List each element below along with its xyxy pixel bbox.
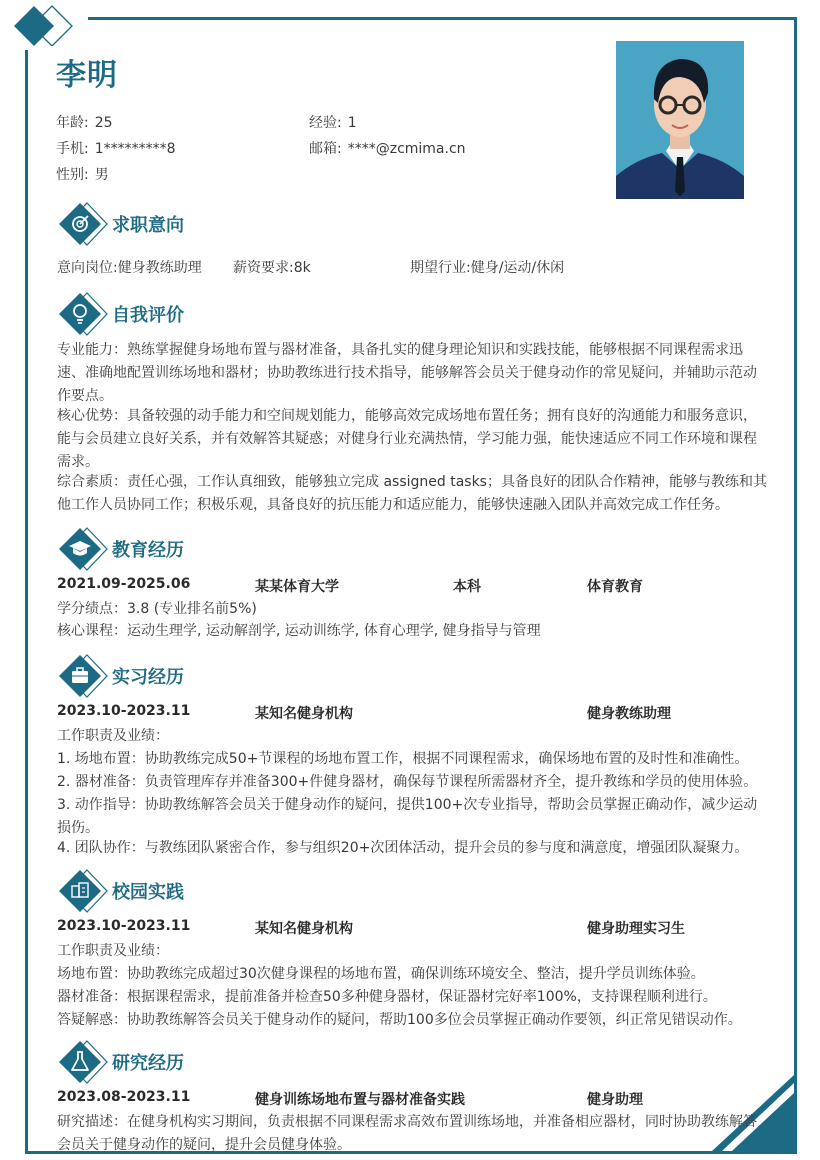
frame-top-border	[88, 17, 797, 20]
section-header-internship	[58, 654, 184, 698]
campus-duties-heading: 工作职责及业绩：	[57, 943, 169, 959]
self-eval-strengths: 核心优势：具备较强的动手能力和空间规划能力，能够高效完成场地布置任务；拥有良好的沟通能力和服务意识，能与会员建立良好关系，并有效解答其疑惑；对健身行业充满热情，学习能力强，能快速适应不同工作环境和课程需求。	[57, 408, 757, 470]
frame-left-border	[25, 50, 28, 1154]
intent-position	[57, 257, 202, 277]
flask-icon	[58, 1040, 108, 1084]
graduation-cap-icon	[58, 527, 108, 571]
position-value: 健身教练助理	[117, 260, 202, 276]
research-description: 研究描述：在健身机构实习期间，负责根据不同课程需求高效布置训练场地，并准备相应器材，同时协助教练解答会员关于健身动作的疑问，提升会员健身体验。	[57, 1114, 757, 1153]
gender-field	[56, 164, 109, 184]
internship-item-equipment: 2. 器材准备：负责管理库存并准备300+件健身器材，确保每节课程所需器材齐全，提升教练和学员的使用体验。	[57, 774, 758, 790]
self-eval-qualities: 综合素质：责任心强，工作认真细致，能够独立完成 assigned tasks；具备良好的团队合作精神，能够与教练和其他工作人员协同工作；积极乐观，具备良好的抗压能力和适应能力，能够快速融入团队并高效完成工作任务。	[57, 474, 767, 513]
section-header-campus	[58, 869, 184, 913]
section-title: 自我评价	[112, 305, 184, 326]
section-title: 教育经历	[112, 540, 184, 561]
campus-org: 某知名健身机构	[255, 921, 353, 937]
industry-value: 健身/运动/休闲	[470, 260, 565, 276]
section-title: 研究经历	[112, 1053, 184, 1074]
education-courses: 核心课程：运动生理学, 运动解剖学, 运动训练学, 体育心理学, 健身指导与管理	[57, 623, 541, 639]
experience-label: 经验:	[309, 115, 342, 131]
internship-item-teamwork: 4. 团队协作：与教练团队紧密合作，参与组织20+次团体活动，提升会员的参与度和满意度，增强团队凝聚力。	[57, 840, 749, 856]
education-major: 体育教育	[587, 579, 643, 595]
section-title: 实习经历	[112, 667, 184, 688]
experience-field	[309, 112, 357, 132]
salary-value: 8k	[293, 260, 311, 276]
industry-label: 期望行业:	[410, 260, 471, 276]
target-icon	[58, 202, 108, 246]
candidate-name: 李明	[56, 58, 118, 93]
research-project: 健身训练场地布置与器材准备实践	[255, 1092, 465, 1108]
education-degree: 本科	[453, 579, 481, 595]
person-portrait-icon	[616, 41, 744, 199]
campus-item-equipment: 器材准备：根据课程需求，提前准备并检查50多种健身器材，保证器材完好率100%，支持课程顺利进行。	[57, 989, 717, 1005]
lightbulb-icon	[58, 292, 108, 336]
experience-value: 1	[347, 115, 357, 131]
gender-value: 男	[94, 167, 109, 183]
self-eval-professional: 专业能力：熟练掌握健身场地布置与器材准备，具备扎实的健身理论知识和实践技能，能够根据不同课程需求迅速、准确地配置训练场地和器材；协助教练进行技术指导，能够解答会员关于健身动作的常见疑问，并辅助示范动作要点。	[57, 342, 757, 404]
email-field	[309, 138, 466, 158]
frame-right-border	[794, 17, 797, 1154]
profile-photo	[616, 41, 744, 199]
campus-role: 健身助理实习生	[587, 921, 685, 937]
campus-period: 2023.10-2023.11	[57, 918, 191, 934]
internship-item-guidance: 3. 动作指导：协助教练解答会员关于健身动作的疑问，提供100+次专业指导，帮助会员掌握正确动作，减少运动损伤。	[57, 797, 758, 836]
education-period: 2021.09-2025.06	[57, 576, 191, 592]
internship-duties-heading: 工作职责及业绩：	[57, 728, 169, 744]
intent-salary	[233, 257, 311, 277]
section-title: 校园实践	[112, 882, 184, 903]
campus-item-qa: 答疑解惑：协助教练解答会员关于健身动作的疑问，帮助100多位会员掌握正确动作要领，纠正常见错误动作。	[57, 1012, 742, 1028]
intent-industry	[410, 257, 564, 277]
section-header-intent	[58, 202, 184, 246]
age-field	[56, 112, 113, 132]
education-gpa: 学分绩点：3.8 (专业排名前5%)	[57, 601, 257, 617]
position-label: 意向岗位:	[57, 260, 118, 276]
email-value: ****@zcmima.cn	[347, 141, 466, 157]
section-header-self-eval	[58, 292, 184, 336]
internship-org: 某知名健身机构	[255, 706, 353, 722]
phone-label: 手机:	[56, 141, 89, 157]
section-title: 求职意向	[112, 215, 184, 236]
briefcase-icon	[58, 654, 108, 698]
internship-item-venue: 1. 场地布置：协助教练完成50+节课程的场地布置工作，根据不同课程需求，确保场地布置的及时性和准确性。	[57, 751, 749, 767]
gender-label: 性别:	[56, 167, 89, 183]
research-role: 健身助理	[587, 1092, 643, 1108]
internship-period: 2023.10-2023.11	[57, 703, 191, 719]
phone-value: 1*********8	[94, 141, 176, 157]
campus-item-venue: 场地布置：协助教练完成超过30次健身课程的场地布置，确保训练环境安全、整洁，提升学员训练体验。	[57, 966, 705, 982]
education-school: 某某体育大学	[255, 579, 339, 595]
email-label: 邮箱:	[309, 141, 342, 157]
diamond-decoration-icon	[8, 4, 78, 46]
research-period: 2023.08-2023.11	[57, 1089, 191, 1105]
age-label: 年龄:	[56, 115, 89, 131]
section-header-research	[58, 1040, 184, 1084]
building-icon	[58, 869, 108, 913]
internship-role: 健身教练助理	[587, 706, 671, 722]
salary-label: 薪资要求:	[233, 260, 294, 276]
phone-field	[56, 138, 176, 158]
section-header-education	[58, 527, 184, 571]
age-value: 25	[94, 115, 113, 131]
